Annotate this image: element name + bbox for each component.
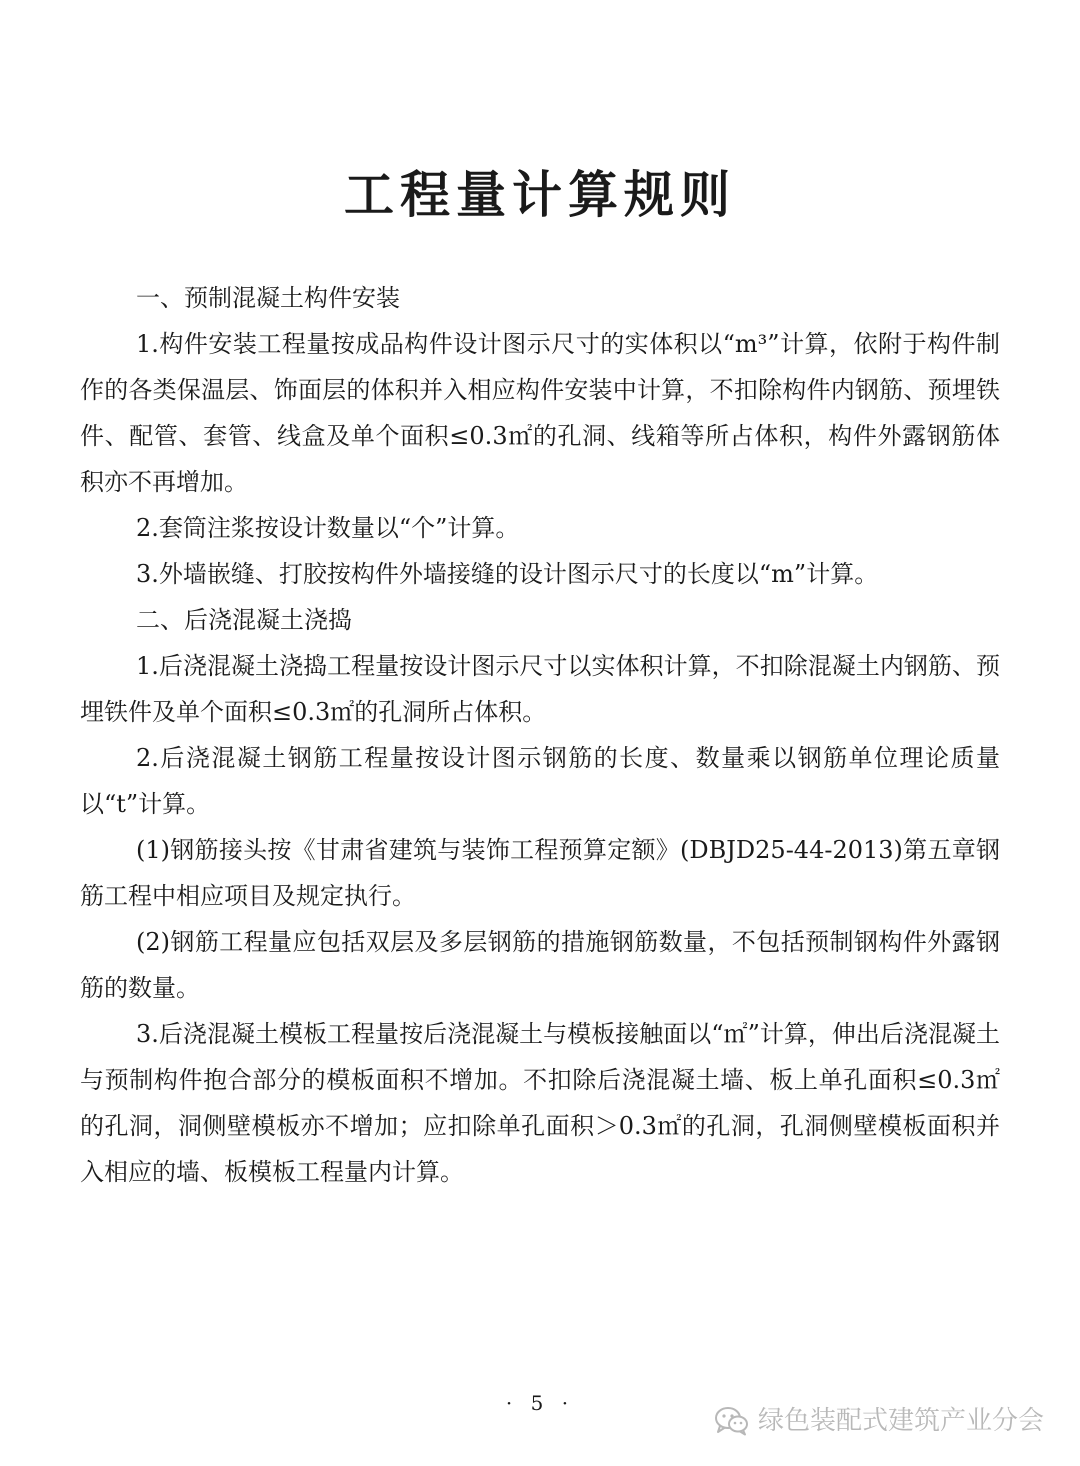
watermark-text: 绿色装配式建筑产业分会 (757, 1406, 1044, 1436)
paragraph: (2)钢筋工程量应包括双层及多层钢筋的措施钢筋数量，不包括预制钢构件外露钢筋的数量。 (80, 928, 1000, 1002)
wechat-icon (714, 1406, 750, 1436)
watermark (714, 1403, 1044, 1439)
paragraph: 1.后浇混凝土浇捣工程量按设计图示尺寸以实体积计算，不扣除混凝土内钢筋、预埋铁件及单个面积≤0.3㎡的孔洞所占体积。 (80, 652, 1000, 726)
paragraph: 2.套筒注浆按设计数量以“个”计算。 (136, 514, 520, 542)
paragraph: 3.后浇混凝土模板工程量按后浇混凝土与模板接触面以“㎡”计算，伸出后浇混凝土与预制构件抱合部分的模板面积不增加。不扣除后浇混凝土墙、板上单孔面积≤0.3㎡的孔洞，洞侧壁模板亦不增加；应扣除单孔面积＞0.3㎡的孔洞，孔洞侧壁模板面积并入相应的墙、板模板工程量内计算。 (80, 1020, 1000, 1186)
paragraph: 3.外墙嵌缝、打胶按构件外墙接缝的设计图示尺寸的长度以“m”计算。 (136, 560, 879, 588)
paragraph: (1)钢筋接头按《甘肃省建筑与装饰工程预算定额》(DBJD25-44-2013)第五章钢筋工程中相应项目及规定执行。 (80, 836, 1000, 910)
page-title: 工程量计算规则 (344, 166, 736, 224)
section-heading: 一、预制混凝土构件安装 (136, 284, 400, 312)
paragraph: 1.构件安装工程量按成品构件设计图示尺寸的实体积以“m³”计算，依附于构件制作的各类保温层、饰面层的体积并入相应构件安装中计算，不扣除构件内钢筋、预埋铁件、配管、套管、线盒及单个面积≤0.3㎡的孔洞、线箱等所占体积，构件外露钢筋体积亦不再增加。 (80, 330, 1000, 496)
document-body (80, 275, 1000, 1195)
page-number: · 5 · (505, 1391, 575, 1415)
paragraph: 2.后浇混凝土钢筋工程量按设计图示钢筋的长度、数量乘以钢筋单位理论质量以“t”计算。 (80, 744, 1000, 818)
section-heading: 二、后浇混凝土浇捣 (136, 606, 352, 634)
